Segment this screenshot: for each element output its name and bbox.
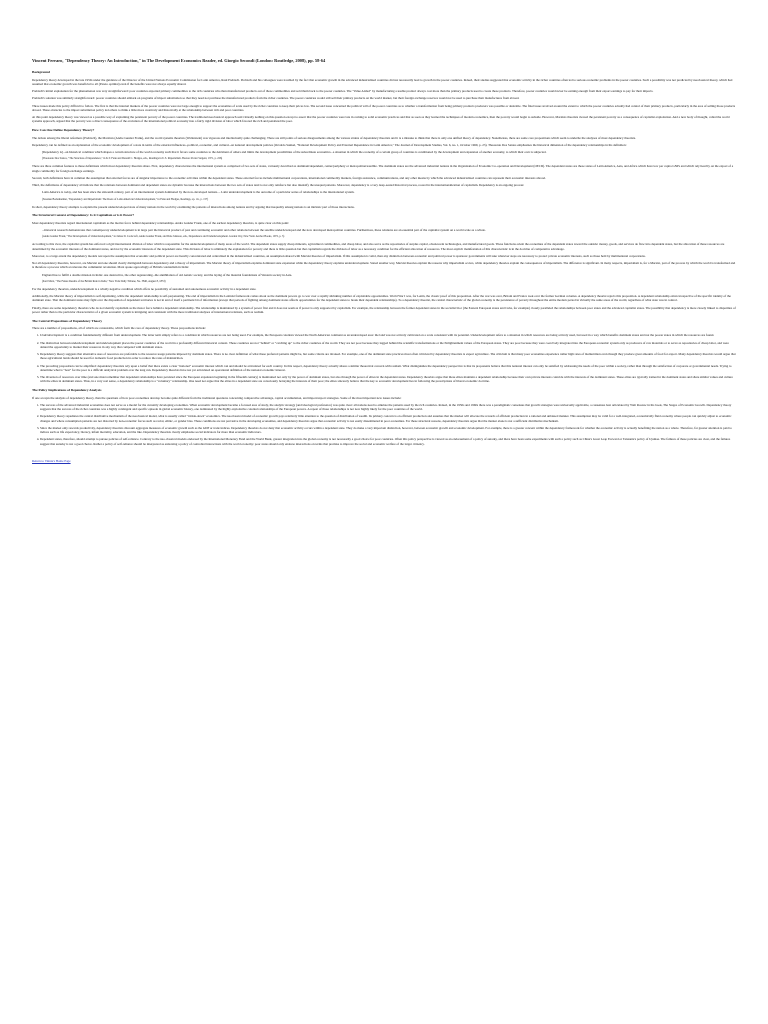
section-heading: The Policy Implications of Dependency Analysis [32, 388, 102, 392]
block-quote: ...historical research demonstrates that contemporary underdevelopment is in large part the historical product of past and continuing economic and other relations between the satellite underdeveloped and the now developed metropolitan countries. Furthermore, these relations are an essential part of the capitalist system on a world scale as a whole. [42, 228, 486, 232]
list-item [40, 403, 736, 412]
paragraph: Finally, there are some dependency theorists who do not identify capitalism as the motor force behind a dependent relationship. The relationship is maintained by a system of power first and it does not seem as if power is only supported by capitalism. For example, the relationship between the former dependent states in the socialist bloc (the Eastern European states and Cuba, for example) closely paralleled the relationships between poor states and the advanced capitalist states. The possibility that dependency is more closely linked to disparities of power rather than to the particular characteristics of a given economic system is intriguing and consistent with the more traditional analyses of international relations, such as realism. [32, 305, 736, 314]
list-item-text: The success of the advanced industrial economies does not serve as a model for the currently developing economies. When economic development became a focused area of study, the analytic strategy (and ideological preference) was quite clear: all nations need to emulate the patterns used by the rich countries. Indeed, in the 1950s and 1960s there was a paradigmatic consensus that growth strategies were universally applicable, a consensus best articulated by Walt Rostow in his book, The Stages of Economic Growth. Dependency theory suggests that the success of the richer countries was a highly contingent and specific episode in global economic history, one dominated by the highly exploitative colonial relationships of the European powers. A repeat of those relationships is not now highly likely for the poor countries of the world. [40, 402, 732, 411]
paragraph: There are a number of propositions, all of which are contestable, which form the core of dependency theory. These propositions include: [32, 326, 206, 330]
paragraph: Dependency can be defined as an explanation of the economic development of a state in terms of the external influences--political, economic, and cultural--on national development policies (Osvaldo Sunkel, "National Development Policy and External Dependence in Latin America," The Journal of Development Studies, Vol. 6, no. 1, October 1969, p. 23). Theotonio Dos Santos emphasizes the historical dimension of the dependency relationships in his definition: [32, 142, 627, 147]
list-item [40, 414, 736, 423]
paragraph: Additionally, the Marxist theory of imperialism is self-liquidating, while the dependent relationship is self-perpetuating. The end of imperialism in the Leninist framework comes about as the dominant powers go to war over a rapidly shrinking number of exploitable opportunities. World War I was, for Lenin, the classic proof of this proposition. After the war was over, Britain and France took over the former German colonies. A dependency theorist rejects this proposition. A dependent relationship exists irrespective of the specific identity of the dominant state. That the dominant states may fight over the disposition of dependent territories is not in and of itself a pertinent bit of information (except that periods of fighting among dominant states affords opportunities for the dependent states to break their dependent relationships). To a dependency theorist, the central characteristic of the global economy is the persistence of poverty throughout the entire modern period in virtually the same areas of the world, regardless of what state was in control. [32, 294, 731, 303]
list-item [40, 352, 736, 361]
document-title: Vincent Ferraro, "Dependency Theory: An Introduction," in The Development Economics Reader, ed. Giorgio Secondi (London: Routledge, 2008), pp. 58-64 [32, 58, 326, 63]
list-item-text: Dependency theory suggests that alternative uses of resources are preferable to the resource usage patterns imposed by dominant states. There is no clear definition of what these preferred patterns might be, but some criteria are invoked. For example, one of the dominant state practices most often criticized by dependency theorists is export agriculture. The criticism is that many poor economies experience rather high rates of malnutrition even though they produce great amounts of food for export. Many dependency theorists would argue that those agricultural lands should be used for domestic food production in order to reduce the rates of malnutrition. [40, 352, 736, 361]
document-body [32, 70, 736, 446]
list-item [40, 426, 736, 435]
paragraph: There are three common features to these definitions which most dependency theorists share. First, dependency characterizes the international system as comprised of two sets of states, variously described as dominant/dependent, center/periphery or metropolitan/satellite. The dominant states are the advanced industrial nations in the Organization of Economic Co-operation and Development (OECD). The dependent states are those states of Latin America, Asia, and Africa which have low per capita GNPs and which rely heavily on the export of a single commodity for foreign exchange earnings. [32, 164, 734, 173]
paragraph: The debate among the liberal reformers (Prebisch), the Marxists (Andre Gunder Frank), and the world systems theorists (Wallerstein) was vigorous and intellectually quite challenging. There are still points of serious disagreements among the various strains of dependency theorists and it is a mistake to think that there is only one unified theory of dependency. Nonetheless, there are some core propositions which seem to underlie the analyses of most dependency theorists. [32, 135, 636, 140]
numbered-list [32, 403, 736, 446]
citation: (Karl Marx, "The Future Results of the British Rule in India," New York Daily Tribune, No. 3840, August 8, 1853) [42, 279, 166, 283]
list-item [40, 375, 736, 384]
section-heading: The Central Propositions of Dependency Theory [32, 318, 103, 323]
paragraph: Not all dependency theorists, however, are Marxist and one should clearly distinguish between dependency and a theory of imperialism. The Marxist theory of imperialism explains dominant state expansion while the dependency theory explains underdevelopment. Stated another way, Marxist theories explain the reasons why imperialism occurs, while dependency theories explain the consequences of imperialism. The difference is significant. In many respects, imperialism is, for a Marxist, part of the process by which the world is transformed and is therefore a process which accelerates the communist revolution. Marx spoke approvingly of British colonialism in India: [32, 261, 736, 270]
paragraph: For the dependency theorists, underdevelopment is a wholly negative condition which offers no possibility of sustained and autonomous economic activity in a dependent state. [32, 286, 257, 291]
block-quote: [Dependency is]...an historical condition which shapes a certain structure of the world economy such that it favors some countries to the detriment of others and limits the development possibilities of the subordinate economics...a situation in which the economy of a certain group of countries is conditioned by the development and expansion of another economy, to which their own is subjected. [42, 150, 547, 154]
paragraph: According to this view, the capitalist system has enforced a rigid international division of labor which is responsible for the underdevelopment of many areas of the world. The dependent states supply cheap minerals, agricultural commodities, and cheap labor, and also serve as the repositories of surplus capital, obsolescent technologies, and manufactured goods. These functions orient the economies of the dependent states toward the outside: money, goods, and services do flow into dependent states, but the allocation of these resources are determined by the economic interests of the dominant states, and not by the economic interests of the dependent state. This division of labor is ultimately the explanation for poverty and there is little question but that capitalism regards the division of labor as a necessary condition for the efficient allocation of resources. The most explicit manifestation of this characteristic is in the doctrine of comparative advantage. [32, 242, 725, 251]
list-item-term: Underdevelopment [40, 333, 65, 338]
block-quote: England has to fulfill a double mission in India: one destructive, the other regenerating--the annihilation of old Asiatic society, and the laying of the material foundations of Western society in Asia. [42, 272, 293, 277]
section-heading: Background [32, 70, 50, 74]
list-item [40, 437, 736, 446]
paragraph: Prebisch's initial explanation for the phenomenon was very straightforward: poor countries exported primary commodities to the rich countries who then manufactured products out of those commodities and sold them back to the poorer countries. The "Value Added" by manufacturing a usable product always cost more than the primary products used to create those products. Therefore, poorer countries would never be earning enough from their export earnings to pay for their imports. [32, 89, 654, 93]
paragraph: Moreover, to a large extent the dependency models rest upon the assumption that economic and political power are heavily concentrated and centralized in the industrialized countries, an assumption shared with Marxist theories of imperialism. If this assumption is valid, then any distinction between economic and political power is spurious: governments will take whatever steps are necessary to protect private economic interests, such as those held by multinational corporations. [32, 253, 646, 258]
paragraph: If one accepts the analysis of dependency theory, then the questions of how poor economies develop become quite different from the traditional questions concerning comparative advantage, capital accumulation, and import/export strategies. Some of the most important new issues include: [32, 395, 402, 400]
return-home-link[interactable]: Return to Vinnie's Home Page [32, 458, 71, 463]
list-item [40, 364, 736, 373]
paragraph: At this point dependency theory was viewed as a possible way of explaining the persistent poverty of the poorer countries. The traditional neoclassical approach said virtually nothing on this question except to assert that the poorer countries were late in coming to solid economic practices and that as soon as they learned the techniques of modern economics, then the poverty would begin to subside. However, Marxists theorists viewed the persistent poverty as a consequence of capitalist exploitation. And a new body of thought, called the world systems approach, argued that the poverty was a direct consequence of the evolution of the international political economy into a fairly rigid division of labor which favored the rich and penalized the poor. [32, 115, 730, 124]
section-heading: How Can One Define Dependency Theory? [32, 128, 95, 132]
list-item-text: Dependent states, therefore, should attempt to pursue policies of self-reliance. Contrary to the neo-classical models endorsed by the International Monetary Fund and the World Bank, greater integration into the global economy is not necessarily a good choice for poor countries. Often this policy perspective is viewed as an endorsement of a policy of autarky, and there have been some experiments with such a policy such as China's Great Leap Forward or Tanzania's policy of Ujamaa. The failures of these policies are clear, and the failures suggest that autarky is not a good choice. Rather a policy of self-reliance should be interpreted as endorsing a policy of controlled interactions with the world economy: poor states should only endorse interactions on terms that promise to improve the social and economic welfare of the larger citizenry. [40, 437, 731, 446]
list-item-text: The diversion of resources over time (and one must remember that dependent relationships have persisted since the European expansion beginning in the fifteenth century) is maintained not only by the power of dominant states, but also through the power of elites in the dependent states. Dependency theorists argue that these elites maintain a dependent relationship because their own private interests coincide with the interests of the dominant states. These elites are typically trained in the dominant states and share similar values and culture with the elites in dominant states. Thus, in a very real sense, a dependency relationship is a "voluntary" relationship. One need not argue that the elites in a dependent state are consciously betraying the interests of their poor; the elites sincerely believe that the key to economic development lies in following the prescriptions of liberal economic doctrine. [40, 375, 733, 384]
paragraph: In short, dependency theory attempts to explain the present underdeveloped state of many nations in the world by examining the patterns of interactions among nations and by arguing that inequality among nations is an intrinsic part of those interactions. [32, 204, 355, 209]
section-heading: The Structural Context of Dependency: Is it Capitalism or is it Power? [32, 213, 135, 218]
list-item [40, 333, 736, 337]
block-quote: Latin America is today, and has been since the sixteenth century, part of an international system dominated by the now-developed nations.... Latin underdevelopment is the outcome of a particular series of relationships to the international system. [42, 190, 355, 195]
citation: (Andre Gunder Frank, "The Development of Underdevelopment," in James D. Cockcroft, Andre Gunder Frank, and Dale Johnson, eds., Dependence and Underdevelopment. Garden City, New York: Anchor Books, 1972, p. 3) [42, 235, 285, 239]
paragraph: Dependency theory developed in the late 1950s under the guidance of the Director of the United Nations Economic Commission for Latin America, Raul Prebisch. Prebisch and his colleagues were troubled by the fact that economic growth in the advanced industrialized countries did not necessarily lead to growth in the poorer countries. Indeed, their studies suggested that economic activity in the richer countries often led to serious economic problems in the poorer countries. Such a possibility was not predicted by neoclassical theory, which had assumed that economic growth was beneficial to all (Pareto optimal) even if the benefits were not always equally shared. [32, 77, 733, 86]
paragraph: Second, both definitions have in common the assumption that external forces are of singular importance to the economic activities within the dependent states. These external forces include multinational corporations, international commodity markets, foreign assistance, communications, and any other means by which the advanced industrialized countries can represent their economic interests abroad. [32, 175, 546, 180]
paragraph: Three issues made this policy difficult to follow. The first is that the internal markets of the poorer countries were not large enough to support the economies of scale used by the richer countries to keep their prices low. The second issue concerned the political will of the poorer countries as to whether a transformation from being primary products producers was possible or desirable. The final issue revolved around the extent to which the poorer countries actually had control of their primary products, particularly in the area of selling those products abroad. These obstacles to the import substitution policy led others to think a little more creatively and historically at the relationship between rich and poor countries. [32, 103, 736, 112]
paragraph: Third, the definitions of dependency all indicate that the relations between dominant and dependent states are dynamic because the interactions between the two sets of states tend to not only reinforce but also intensify the unequal patterns. Moreover, dependency is a very deep-seated historical process, rooted in the internationalization of capitalism. Dependency is an ongoing process: [32, 183, 525, 187]
paragraph: Prebisch's solution was similarly straightforward: poorer countries should embark on programs of import substitution so that they need not purchase the manufactured products from the richer countries. The poorer countries would still sell their primary products on the world market, but their foreign exchange reserves would not be used to purchase their manufactures from abroad. [32, 96, 520, 101]
list-item-text: is a condition fundamentally different from undevelopment. The latter term simply refers to a condition in which resources are not being used. For example, the European colonists viewed the North American continent as an undeveloped area: the land was not actively cultivated on a scale consistent with its potential. Underdevelopment refers to a situation in which resources are being actively used, but used in a way which benefits dominant states and not the poorer states in which the resources are found. [64, 333, 715, 338]
numbered-list [32, 333, 736, 383]
list-item-text: Dependency theory repudiates the central distributive mechanism of the neoclassical model, what is usually called "trickle-down" economics. The neoclassical model of economic growth pays relatively little attention to the question of distribution of wealth. Its primary concern is on efficient production and assumes that the market will allocate the rewards of efficient production in a rational and unbiased manner. This assumption may be valid for a well-integrated, economically fluid economy where people can quickly adjust to economic changes and where consumption patterns are not distorted by non-economic forces such as racial, ethnic, or gender bias. These conditions are not pervasive in the developing economies, and dependency theorists argue that economic activity is not easily disseminated in poor economies. For these structural reasons, dependency theorists argue that the market alone is not a sufficient distributive mechanism. [40, 414, 732, 423]
paragraph: Most dependency theorists regard international capitalism as the motive force behind dependency relationships. Andre Gunder Frank, one of the earliest dependency theorists, is quite clear on this point: [32, 220, 290, 225]
list-item-text: The preceding proposition can be amplified: dependency theorists rely upon a belief that there exists a clear "national" economic interest which can and should be articulated for each country. In this respect, dependency theory actually shares a similar theoretical concern with realism. What distinguishes the dependency perspective is that its proponents believe that this national interest can only be satisfied by addressing the needs of the poor within a society, rather than through the satisfaction of corporate or governmental needs. Trying to determine what is "best" for the poor is a difficult analytical problem over the long run. Dependency theorists have not yet articulated an operational definition of the national economic interest. [40, 363, 732, 372]
list-item-text: The distinction between underdevelopment and undevelopment places the poorer countries of the world in a profoundly different historical context. These countries are not "behind" or "catching up" to the richer countries of the world. They are not poor because they lagged behind the scientific transformations or the Enlightenment values of the European states. They are poor because they were coercively integrated into the European economic system only as producers of raw materials or to serve as repositories of cheap labor, and were denied the opportunity to market their resources in any way that competed with dominant states. [40, 340, 729, 349]
list-item [40, 341, 736, 350]
list-item-text: Since the market only rewards productivity, dependency theorists discount aggregate measures of economic growth such as the GDP or trade indices. Dependency theorists do not deny that economic activity occurs within a dependent state. They do make a very important distinction, however, between economic growth and economic development. For example, there is a greater concern within the dependency framework for whether the economic activity is actually benefiting the nation as a whole. Therefore, far greater attention is paid to indices such as life expectancy, literacy, infant mortality, education, and the like. Dependency theorists clearly emphasize social indicators far more than economic indicators. [40, 425, 732, 434]
citation: (Susanne Bodenheimer, "Dependency and Imperialism: The Roots of Latin American Underdevelopment," in Fann and Hodges, Readings, op. cit., p. 157) [42, 197, 209, 201]
citation: (Theotonio Dos Santos, "The Structure of Dependence," in K.T. Fann and Donald C. Hodges, eds., Readings in U.S. Imperialism. Boston: Porter Sargent, 1971, p. 226) [42, 157, 223, 161]
